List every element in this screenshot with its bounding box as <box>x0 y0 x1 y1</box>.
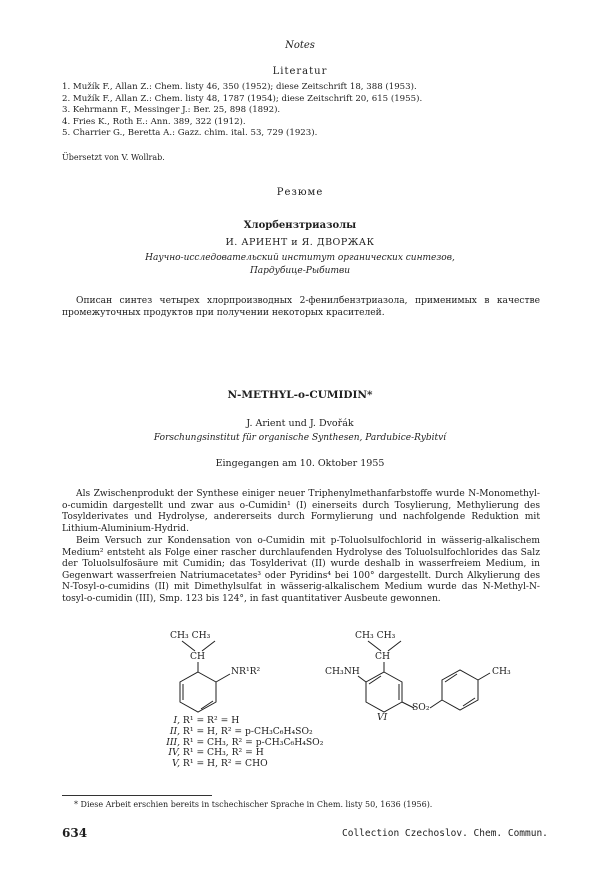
reference-item: 1. Mužík F., Allan Z.: Chem. listy 46, 350 (1952); diese Zeitschrift 18, 388 (1953). <box>62 82 417 92</box>
received-date: Eingegangen am 10. Oktober 1955 <box>215 458 385 469</box>
right-amine-label: CH₃NH <box>325 666 360 677</box>
resume-institute-line1: Научно-исследовательский институт органических синтезов, <box>145 253 455 263</box>
resume-authors: И. АРИЕНТ и Я. ДВОРЖАК <box>225 237 375 248</box>
translator-note: Übersetzt von V. Wollrab. <box>62 153 165 162</box>
resume-institute-line2: Пардубице-Рыбитви <box>249 266 351 276</box>
article-institute: Forschungsinstitut für organische Synthesen, Pardubice-Rybitví <box>153 433 447 443</box>
reference-item: 4. Fries K., Roth E.: Ann. 389, 322 (1912). <box>62 116 246 127</box>
left-ch-label: CH <box>190 651 206 662</box>
running-head: Notes <box>285 40 315 51</box>
right-top-group: CH₃ CH₃ <box>355 630 396 641</box>
compound-vi-label: VI <box>377 712 388 723</box>
compound-list <box>150 716 360 770</box>
journal-name: Collection Czechoslov. Chem. Commun. <box>342 828 548 839</box>
reference-list <box>62 82 552 140</box>
resume-text: Описан синтез четырех хлорпроизводных 2-фенилбензтриазола, применимых в качестве промежуточных продуктов при получении некоторых красителей. <box>62 296 540 318</box>
compound-row: III, R¹ = CH₃, R² = p-CH₃C₆H₄SO₂ <box>166 736 324 748</box>
literatur-heading: Literatur <box>272 66 328 77</box>
right-methyl-label: CH₃ <box>492 666 511 677</box>
compound-row: IV, R¹ = CH₃, R² = H <box>168 747 264 759</box>
compound-row: II, R¹ = H, R² = p-CH₃C₆H₄SO₂ <box>169 725 313 737</box>
reference-item: 5. Charrier G., Beretta A.: Gazz. chim. ital. 53, 729 (1923). <box>62 128 318 139</box>
article-authors: J. Arient und J. Dvořák <box>246 418 354 429</box>
compound-row: I, R¹ = R² = H <box>173 715 240 726</box>
right-ch-label: CH <box>375 651 391 662</box>
compound-row: V, R¹ = H, R² = CHO <box>172 758 268 770</box>
footnote-rule <box>62 795 212 796</box>
left-top-group: CH₃ CH₃ <box>170 630 211 641</box>
reference-item: 2. Mužík F., Allan Z.: Chem. listy 48, 1787 (1954); diese Zeitschrift 20, 615 (1955). <box>62 93 423 104</box>
left-amine-label: NR¹R² <box>231 666 261 677</box>
article-title: N-METHYL-o-CUMIDIN* <box>227 389 373 401</box>
resume-heading: Резюме <box>276 187 324 198</box>
paragraph-2: Beim Versuch zur Kondensation von o-Cumidin mit p-Toluolsulfochlorid in wässerig-alkalischem Medium² entsteht als Folge einer rascher durchlaufenden Hydrolyse des Toluolsulfochlorides das Salz der Toluolsulfosäure mit Cumidin; das Tosylderivat (II) wurde deshalb in wasserfreiem Medium, in Gegenwart wasserfreien Natriumacetates³ oder Pyridins⁴ bei 100° dargestellt. Durch Alkylierung des N-Tosyl-o-cumidins (II) mit Dimethylsulfat in wässerig-alkalischem Medium wurde das N-Methyl-N-tosyl-o-cumidin (III), Smp. 123 bis 124°, in fast quantitativer Ausbeute gewonnen. <box>62 536 540 604</box>
footnote: * Diese Arbeit erschien bereits in tschechischer Sprache in Chem. listy 50, 1636 (1956). <box>74 800 433 809</box>
resume-title: Хлорбензтриазолы <box>243 220 357 231</box>
paragraph-1: Als Zwischenprodukt der Synthese einiger neuer Triphenylmethanfarbstoffe wurde N-Monomethyl-o-cumidin dargestellt und zwar aus o-Cumidin¹ (I) einerseits durch Tosylierung, Methylierung des Tosylderivates und Hydrolyse, andererseits durch Formylierung und nachfolgende Reduktion mit Lithium-Aluminium-Hydrid. <box>62 489 540 534</box>
reference-item: 3. Kehrmann F., Messinger J.: Ber. 25, 898 (1892). <box>62 105 281 116</box>
page-number: 634 <box>62 826 88 840</box>
right-so2-label: SO₂ <box>412 702 430 713</box>
